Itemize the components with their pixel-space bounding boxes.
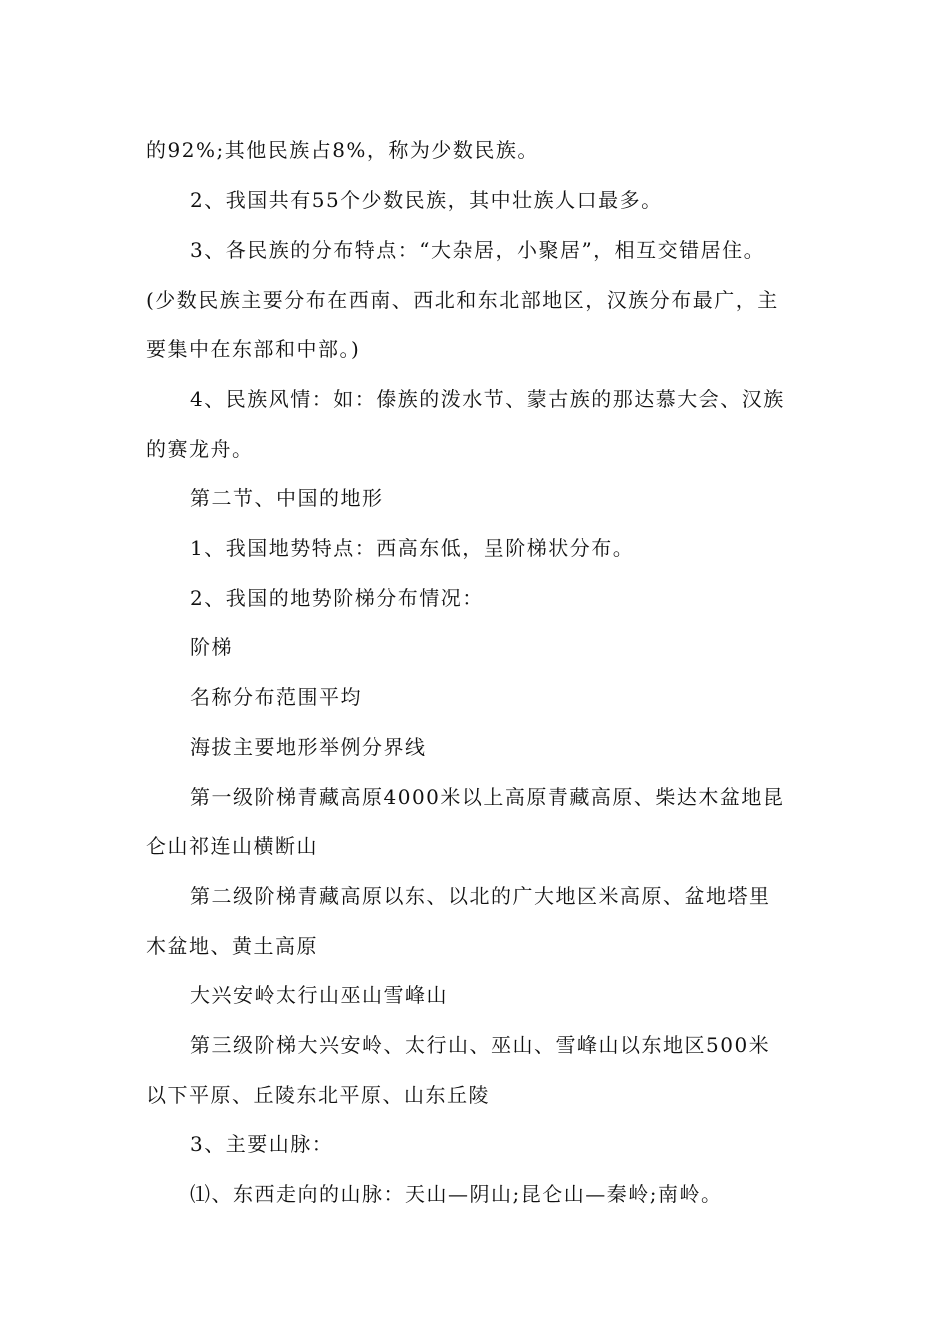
- text-line: 1、我国地势特点：西高东低，呈阶梯状分布。: [190, 536, 635, 560]
- text-line: 的92%;其他民族占8%，称为少数民族。: [146, 138, 539, 162]
- text-line: 要集中在东部和中部。): [146, 337, 361, 361]
- text-line: 第二级阶梯青藏高原以东、以北的广大地区米高原、盆地塔里: [190, 884, 771, 908]
- text-line: 阶梯: [190, 635, 233, 659]
- text-line: 名称分布范围平均: [190, 685, 362, 709]
- text-line: 2、我国的地势阶梯分布情况：: [190, 586, 484, 610]
- text-line: 4、民族风情：如：傣族的泼水节、蒙古族的那达慕大会、汉族: [190, 387, 785, 411]
- text-line: 2、我国共有55个少数民族，其中壮族人口最多。: [190, 188, 663, 212]
- text-line: 第一级阶梯青藏高原4000米以上高原青藏高原、柴达木盆地昆: [190, 785, 785, 809]
- text-line: 以下平原、丘陵东北平原、山东丘陵: [146, 1083, 490, 1107]
- text-line: 海拔主要地形举例分界线: [190, 735, 427, 759]
- text-line: ⑴、东西走向的山脉：天山—阴山;昆仑山—秦岭;南岭。: [190, 1182, 723, 1206]
- text-line: 木盆地、黄土高原: [146, 934, 318, 958]
- section-heading: 第二节、中国的地形: [190, 486, 384, 510]
- text-line: 仑山祁连山横断山: [146, 834, 318, 858]
- text-line: 3、主要山脉：: [190, 1132, 334, 1156]
- text-line: (少数民族主要分布在西南、西北和东北部地区，汉族分布最广，主: [146, 288, 779, 312]
- text-line: 的赛龙舟。: [146, 437, 254, 461]
- text-line: 第三级阶梯大兴安岭、太行山、巫山、雪峰山以东地区500米: [190, 1033, 771, 1057]
- text-line: 3、各民族的分布特点：“大杂居，小聚居”，相互交错居住。: [190, 238, 766, 262]
- text-line: 大兴安岭太行山巫山雪峰山: [190, 983, 448, 1007]
